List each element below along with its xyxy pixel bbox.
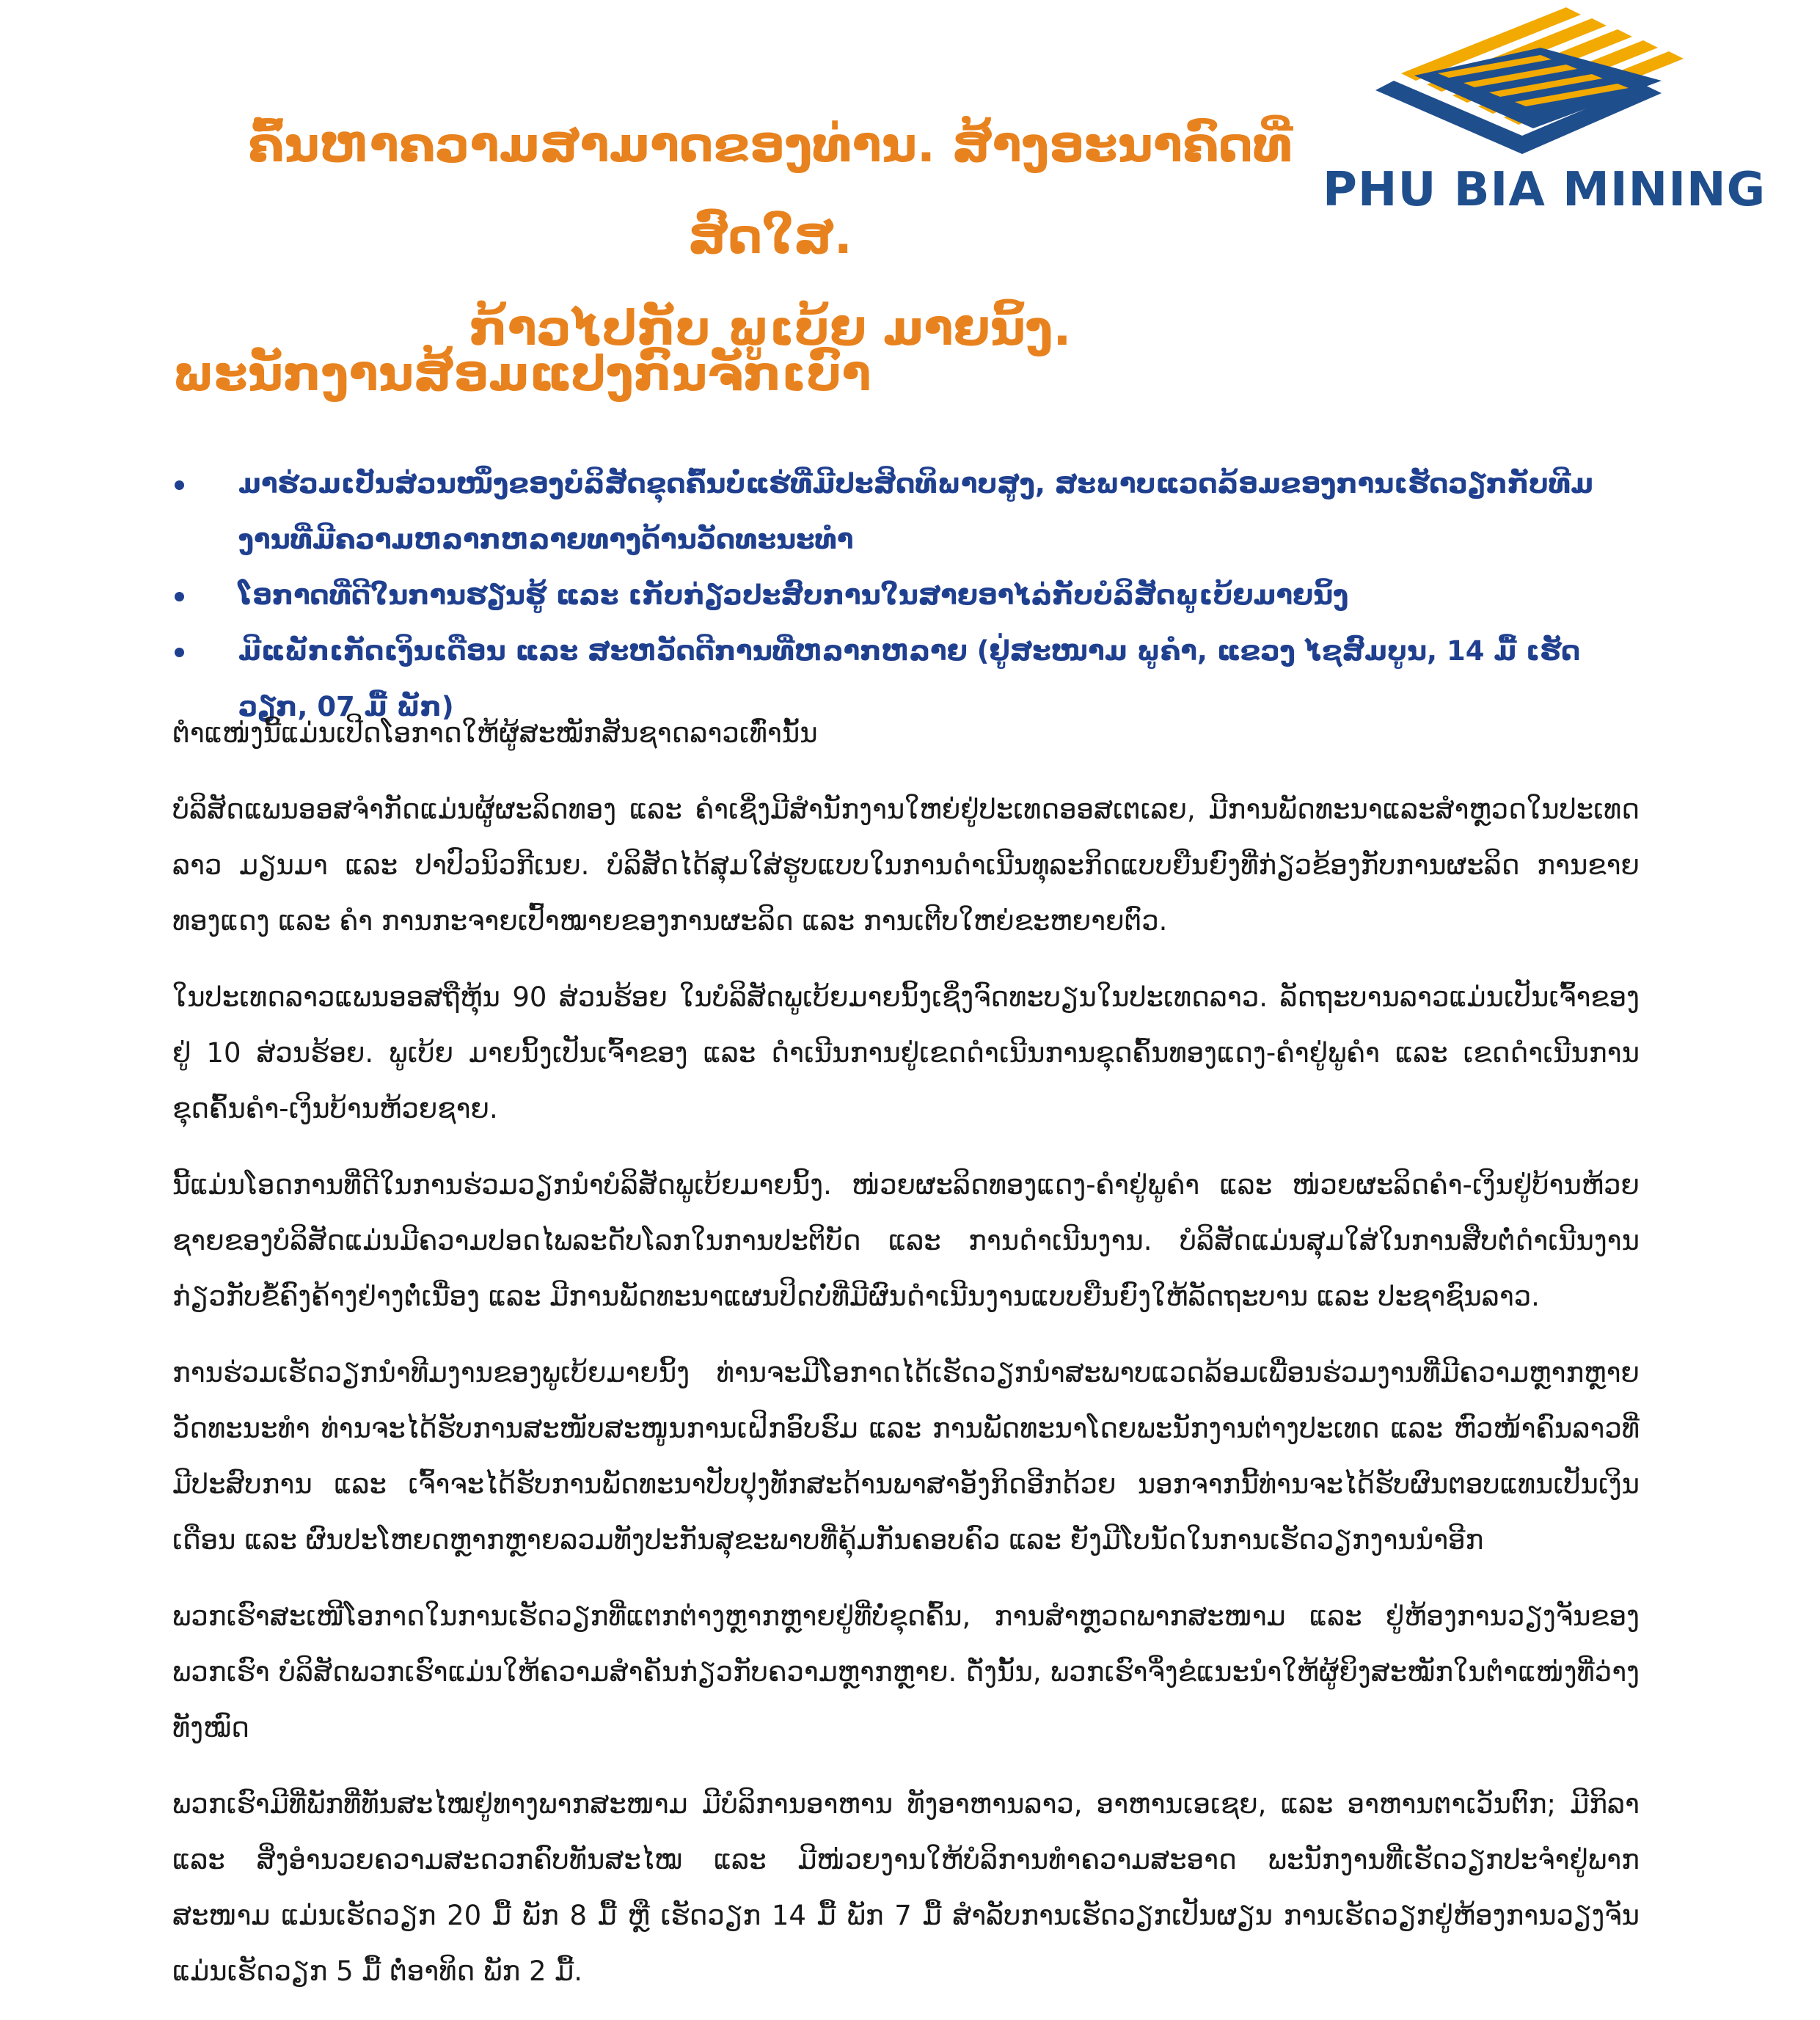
job-highlight-item <box>172 568 1640 623</box>
paragraph-ownership: ໃນປະເທດລາວແພນອອສຖືຫຸ້ນ 90 ສ່ວນຮ້ອຍ ໃນບໍລິສັດພູເບ້ຍມາຍນິ້ງເຊິ່ງຈົດທະບຽນໃນປະເທດລາວ. ລັດຖະບານລາວແມ່ນເປັນເຈົ້າຂອງຢູ່ 10 ສ່ວນຮ້ອຍ. ພູເບ້ຍ ມາຍນິ້ງເປັນເຈົ້າຂອງ ແລະ ດຳເນີນການຢູ່ເຂດດຳເນີນການຂຸດຄົ້ນທອງແດງ-ຄຳຢູ່ພູຄຳ ແລະ ເຂດດຳເນີນການຂຸດຄົ້ນຄຳ-ເງິນບ້ານຫ້ວຍຊາຍ. <box>172 981 1640 1124</box>
job-highlight-text: ມີແພັກເກັດເງິນເດືອນ ແລະ ສະຫວັດດີການທີ່ຫລາກຫລາຍ (ຢູ່ສະໜາມ ພູຄຳ, ແຂວງ ໄຊສົມບູນ, 14 ມື້ ເຮັດວຽກ, 07 ມື້ ພັກ) <box>238 635 1581 722</box>
paragraph-company-overview: ບໍລິສັດແພນອອສຈຳກັດແມ່ນຜູ້ຜະລິດທອງ ແລະ ຄຳເຊິ່ງມີສຳນັກງານໃຫຍ່ຢູ່ປະເທດອອສເຕເລຍ, ມີການພັດທະນາແລະສຳຫຼວດໃນປະເທດລາວ ມຽນມາ ແລະ ປາປົວນິວກີເນຍ. ບໍລິສັດໄດ້ສຸມໃສ່ຮູບແບບໃນການດຳເນີນທຸລະກິດແບບຍືນຍົງທີ່ກ່ຽວຂ້ອງກັບການຜະລິດ ການຂາຍທອງແດງ ແລະ ຄຳ ການກະຈາຍເປົ້າໝາຍຂອງການຜະລິດ ແລະ ການເຕີບໃຫຍ່ຂະຫຍາຍຕົວ. <box>172 794 1640 937</box>
job-description-body <box>172 706 1640 2020</box>
bullet-dot-icon <box>175 648 184 657</box>
paragraph-opportunity: ນີ້ແມ່ນໂອດການທີ່ດີໃນການຮ່ວມວຽກນຳບໍລິສັດພູເບ້ຍມາຍນິ້ງ. ໜ່ວຍຜະລິດທອງແດງ-ຄຳຢູ່ພູຄຳ ແລະ ໜ່ວຍຜະລິດຄຳ-ເງິນຢູ່ບ້ານຫ້ວຍຊາຍຂອງບໍລິສັດແມ່ນມີຄວາມປອດໄພລະດັບໂລກໃນການປະຕິບັດ ແລະ ການດຳເນີນງານ. ບໍລິສັດແມ່ນສຸມໃສ່ໃນການສືບຕໍ່ດຳເນີນງານກ່ຽວກັບຂໍ້ຄົງຄ້າງຢ່າງຕໍ່ເນື່ອງ ແລະ ມີການພັດທະນາແຜນປິດບໍ່ທີ່ມີຜົນດຳເນີນງານແບບຍືນຍົງໃຫ້ລັດຖະບານ ແລະ ປະຊາຊົນລາວ. <box>172 1169 1640 1312</box>
paragraph-diversity: ພວກເຮົາສະເໜີໂອກາດໃນການເຮັດວຽກທີ່ແຕກຕ່າງຫຼາກຫຼາຍຢູ່ທີ່ບໍ່ຂຸດຄົ້ນ, ການສຳຫຼວດພາກສະໜາມ ແລະ ຢູ່ຫ້ອງການວຽງຈັນຂອງພວກເຮົາ ບໍລິສັດພວກເຮົາແມ່ນໃຫ້ຄວາມສຳຄັນກ່ຽວກັບຄວາມຫຼາກຫຼາຍ. ດັ່ງນັ້ນ, ພວກເຮົາຈຶ່ງຂໍແນະນຳໃຫ້ຜູ້ຍິງສະໝັກໃນຕຳແໜ່ງທີ່ວ່າງທັງໝົດ <box>172 1600 1640 1743</box>
paragraph-team-benefits: ການຮ່ວມເຮັດວຽກນຳທີມງານຂອງພູເບ້ຍມາຍນິ້ງ ທ່ານຈະມີໂອກາດໄດ້ເຮັດວຽກນຳສະພາບແວດລ້ອມເພື່ອນຮ່ວມງານທີ່ມີຄວາມຫຼາກຫຼາຍວັດທະນະທຳ ທ່ານຈະໄດ້ຮັບການສະໜັບສະໜູນການເຝິກອົບຮົມ ແລະ ການພັດທະນາໂດຍພະນັກງານຕ່າງປະເທດ ແລະ ຫົວໜ້າຄົນລາວທີ່ມີປະສົບການ ແລະ ເຈົ້າຈະໄດ້ຮັບການພັດທະນາປັບປຸງທັກສະດ້ານພາສາອັງກິດອີກດ້ວຍ ນອກຈາກນີ້ທ່ານຈະໄດ້ຮັບຜົນຕອບແທນເປັນເງິນເດືອນ ແລະ ຜົນປະໂຫຍດຫຼາກຫຼາຍລວມທັງປະກັນສຸຂະພາບທີ່ຄຸ້ມກັນຄອບຄົວ ແລະ ຍັງມີໂບນັດໃນການເຮັດວຽກງານນຳອີກ <box>172 1357 1640 1556</box>
job-highlight-text: ໂອກາດທີ່ດີໃນການຮຽນຮູ້ ແລະ ເກັບກ່ຽວປະສົບການໃນສາຍອາໄລ່ກັບບໍລິສັດພູເບ້ຍມາຍນິ້ງ <box>238 579 1349 611</box>
tagline-line-2: ກ້າວໄປກັບ ພູເບ້ຍ ມາຍນິ້ງ. <box>469 300 1072 356</box>
paragraph-nationality-note: ຕຳແໜ່ງນີ້ແມ່ນເປີດໂອກາດໃຫ້ຜູ້ສະໝັກສັນຊາດລາວເທົ່ານັ້ນ <box>172 717 818 749</box>
job-highlight-text: ມາຮ່ວມເປັນສ່ວນໜຶ່ງຂອງບໍລິສັດຂຸດຄົ້ນບໍ່ແຮ່ທີ່ມີປະສິດທິພາບສູງ, ສະພາບແວດລ້ອມຂອງການເຮັດວຽກກັບທີມງານທີ່ມີຄວາມຫລາກຫລາຍທາງດ້ານວັດທະນະທຳ <box>238 468 1594 555</box>
job-title: ພະນັກງານສ້ອມແປງກົນຈັກເບົາ <box>172 345 871 402</box>
tagline <box>183 99 1357 374</box>
bullet-dot-icon <box>175 480 184 490</box>
bullet-dot-icon <box>175 592 184 601</box>
company-logo-text: PHU BIA MINING <box>1323 163 1766 217</box>
tagline-line-1: ຄົ້ນຫາຄວາມສາມາດຂອງທ່ານ. ສ້າງອະນາຄົດທີ່ສົດໃສ. <box>247 117 1293 265</box>
paragraph-accommodation-roster: ພວກເຮົາມີທີ່ພັກທີ່ທັນສະໄໝຢູ່ທາງພາກສະໜາມ ມີບໍລິການອາຫານ ທັງອາຫານລາວ, ອາຫານເອເຊຍ, ແລະ ອາຫານຕາເວັນຕົກ; ມີກິລາ ແລະ ສິ່ງອຳນວຍຄວາມສະດວກຄົບທັນສະໄໝ ແລະ ມີໜ່ວຍງານໃຫ້ບໍລິການທຳຄວາມສະອາດ ພະນັກງານທີ່ເຮັດວຽກປະຈຳຢູ່ພາກສະໜາມ ແມ່ນເຮັດວຽກ 20 ມື້ ພັກ 8 ມື້ ຫຼື ເຮັດວຽກ 14 ມື້ ພັກ 7 ມື້ ສຳລັບການເຮັດວຽກເປັນຜຽນ ການເຮັດວຽກຢູ່ຫ້ອງການວຽງຈັນແມ່ນເຮັດວຽກ 5 ມື້ ຕໍ່ອາທິດ ພັກ 2 ມື້. <box>172 1788 1640 1987</box>
job-highlight-item <box>172 456 1640 568</box>
job-highlights-list <box>172 456 1640 735</box>
